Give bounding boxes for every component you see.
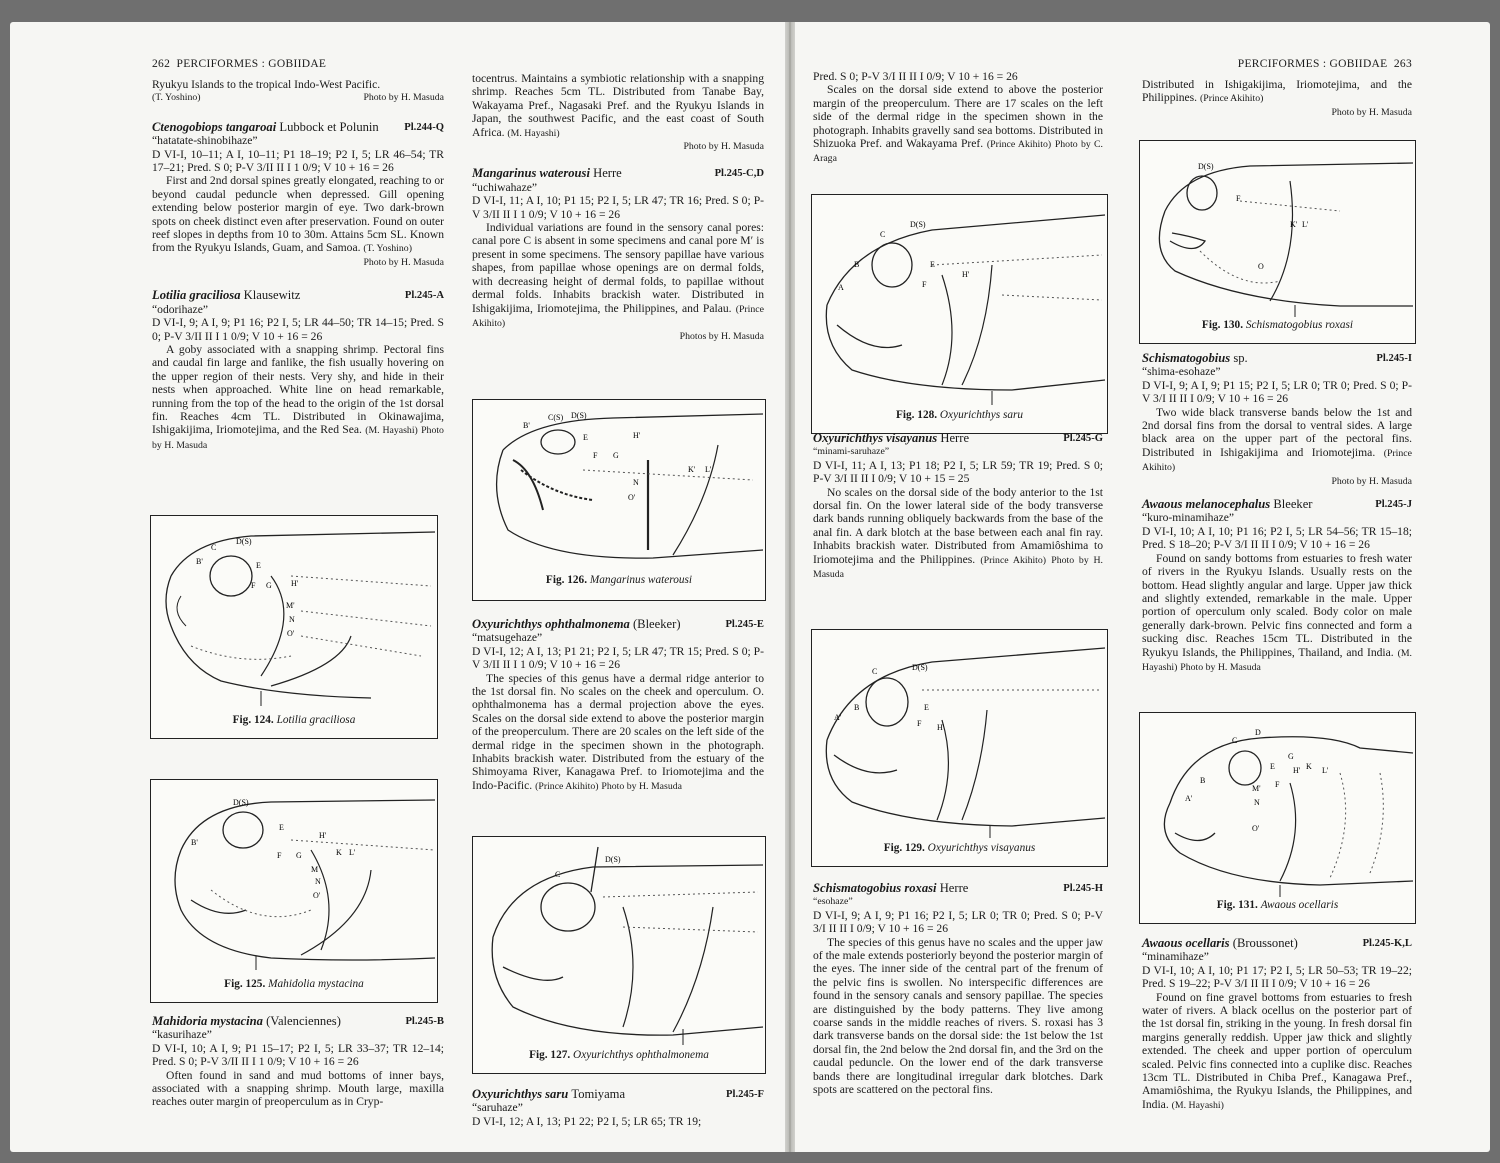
species-description: A goby associated with a snapping shrimp. Pectoral fins and caudal fin large and fanlike, the fish usually hovering on the upper region of their nests. Very shy, and hide in their nests when approached. White line on head remarkable, running from the top of the head to the origin of the 1st dorsal fin. Reaches 4cm TL. Distributed in Okinawajima, Ishigakijima, Iriomotejima, and the Red Sea. <box>152 342 444 437</box>
fig-label: E <box>924 703 929 712</box>
fig-label: B <box>854 703 860 712</box>
figure-129 <box>811 629 1108 867</box>
fig-label: L' <box>1302 220 1309 229</box>
fig-label: N <box>315 877 321 886</box>
fig-label: E <box>256 561 261 570</box>
species-author: (Broussonet) <box>1232 936 1298 950</box>
left-page-column-2 <box>472 72 764 344</box>
species-author: Tomiyama <box>571 1087 626 1101</box>
species-name: Mahidoria mystacina <box>152 1014 263 1028</box>
plate-ref: Pl.245-B <box>405 1016 444 1027</box>
figure-caption: Fig. 124. Lotilia graciliosa <box>232 714 356 726</box>
species-author: (Bleeker) <box>632 617 681 631</box>
meristic-counts: D VI-I, 12; A I, 13; P1 21; P2 I, 5; LR 47; TR 15; Pred. S 0; P-V 3/II II I 1 0/9; V 10 + 16 = 26 <box>472 644 764 672</box>
fig-label: B' <box>196 557 203 566</box>
japanese-name: “matsugehaze” <box>472 631 543 645</box>
figure-127 <box>472 836 766 1074</box>
plate-ref: Pl.245-I <box>1376 353 1412 364</box>
fig-label: G <box>266 581 272 590</box>
fig-label: F <box>1236 194 1241 203</box>
species-author: (Valenciennes) <box>266 1014 341 1028</box>
plate-ref: Pl.245-K,L <box>1362 938 1412 949</box>
text-author: (T. Yoshino) <box>363 243 412 255</box>
species-name: Awaous ocellaris <box>1142 936 1230 950</box>
fig-label: M' <box>1252 784 1261 793</box>
fig-label: C <box>880 230 886 239</box>
species-author: Lubbock et Polunin <box>279 119 379 134</box>
fig-label: B' <box>191 838 198 847</box>
fig-label: F <box>277 851 282 860</box>
fig-label: K' <box>688 465 696 474</box>
japanese-name: “kuro-minamihaze” <box>1142 511 1235 525</box>
photo-credit: Photo by H. Masuda <box>1180 661 1261 673</box>
photo-credit: Photo by H. Masuda <box>601 780 682 792</box>
fig-label: L' <box>349 848 356 857</box>
plate-ref: Pl.244-Q <box>404 121 444 133</box>
fig-label: L' <box>1322 766 1329 775</box>
species-author: Herre <box>939 881 969 895</box>
fig-label: E <box>583 433 588 442</box>
species-author: Herre <box>593 166 622 181</box>
fig-label: G <box>613 451 619 460</box>
fish-head-drawing <box>1140 713 1415 897</box>
species-name: Schismatogobius <box>1142 351 1231 365</box>
fig-label: C <box>1232 736 1238 745</box>
figure-caption: Fig. 125. Mahidolia mystacina <box>224 978 364 990</box>
species-entry <box>152 121 444 269</box>
fig-label: H' <box>291 579 299 588</box>
plate-ref: Pl.245-H <box>1063 883 1103 894</box>
continued-text: Scales on the dorsal side extend to above the posterior margin of the preoperculum. There are 17 scales on the left side of the dermal ridge in the specimen shown in the photograph. Inhabits gravelly sand sea bottoms. Distributed in Shizuoka Pref. and Wakayama Pref. <box>813 83 1103 151</box>
fig-label: E <box>279 823 284 832</box>
meristic-counts: D VI-I, 10; A I, 10; P1 17; P2 I, 5; LR 50–53; TR 19–22; Pred. S 19–22; P-V 3/I II II I 0/9; V 10 + 16 = 26 <box>1142 963 1412 991</box>
photo-credit: Photo by H. Masuda <box>152 425 444 451</box>
fig-label: B <box>1200 776 1206 785</box>
figure-caption: Fig. 127. Oxyurichthys ophthalmonema <box>529 1049 709 1061</box>
fig-label: D(S) <box>910 220 926 229</box>
japanese-name: “uchiwahaze” <box>472 180 538 194</box>
plate-ref: Pl.245-F <box>726 1089 764 1100</box>
fig-label: E <box>1270 762 1275 771</box>
text-author: (M. Hayashi) <box>507 127 560 139</box>
japanese-name: “odorihaze” <box>152 302 208 316</box>
fig-label: K' <box>1290 220 1298 229</box>
right-page-column-2 <box>1142 78 1412 119</box>
species-description: No scales on the dorsal side of the body anterior to the 1st dorsal fin. On the lower lateral side of the body transverse dark bands running obliquely backwards from the base of the anal fin. A dark blotch at the base between each anal fin ray. Inhabits brackish water. Distributed from Amamiôshima to Iriomotejima and the Philippines. <box>813 485 1103 566</box>
species-name: Oxyurichthys saru <box>472 1087 569 1101</box>
species-entry <box>1142 937 1412 1112</box>
species-entry <box>152 1015 444 1109</box>
photo-credit: Photo by H. Masuda <box>1331 475 1412 487</box>
species-author: sp. <box>1233 351 1248 365</box>
fish-head-drawing <box>473 837 765 1047</box>
species-entry <box>472 618 764 793</box>
fish-head-drawing <box>812 195 1107 407</box>
fig-label: F <box>922 280 927 289</box>
photo-credit: Photo by C. Araga <box>813 139 1103 165</box>
japanese-name: “kasurihaze” <box>152 1028 212 1042</box>
figure-124 <box>150 515 438 739</box>
fig-label: C <box>872 667 878 676</box>
species-name: Ctenogobiops tangaroai <box>152 119 277 134</box>
meristic-counts: D VI-I, 9; A I, 9; P1 16; P2 I, 5; LR 44–50; TR 14–15; Pred. S 0; P-V 3/II II I 1 0/9; V 10 + 16 = 26 <box>152 316 444 343</box>
fig-label: L' <box>705 465 712 474</box>
right-page-column-1 <box>813 70 1103 166</box>
fish-head-drawing <box>812 630 1107 840</box>
continued-text: tocentrus. Maintains a symbiotic relationship with a snapping shrimp. Reaches 5cm TL. Distributed from Tanabe Bay, Wakayama Pref., Nagasaki Pref. and the Ryukyu Islands in Japan, the southwest Pacific, and the east coast of South Africa. <box>472 72 764 139</box>
text-author: (Prince Akihito) <box>472 303 764 329</box>
fig-label: O' <box>287 629 295 638</box>
figure-caption: Fig. 126. Mangarinus waterousi <box>545 574 693 586</box>
fish-head-drawing <box>151 516 437 712</box>
japanese-name: “hatatate-shinobihaze” <box>152 134 258 148</box>
fish-head-drawing <box>151 780 437 976</box>
species-name: Oxyurichthys visayanus <box>813 431 938 445</box>
species-name: Awaous melanocephalus <box>1142 497 1271 512</box>
section-title: PERCIFORMES : GOBIIDAE <box>1237 58 1388 70</box>
figure-caption: Fig. 130. Schismatogobius roxasi <box>1201 319 1354 331</box>
figure-131 <box>1139 712 1416 924</box>
species-description: Found on fine gravel bottoms from estuaries to fresh water of rivers. A black ocellus on the posterior part of the 1st dorsal fin, striking in the young. In fresh dorsal fin margins generally reddish. Upper jaw thick and slightly extended. The cheek and upper portion of operculum scaled. Pelvic fins connected into a cuplike disc. Reaches 13cm TL. Distributed in Chiba Pref., Kanagawa Pref., Amamiôshima, the Ryukyu Islands, the Philippines, and India. <box>1142 990 1412 1111</box>
fig-label: D(S) <box>233 798 249 807</box>
fig-label: D(S) <box>605 855 621 864</box>
figure-130 <box>1139 140 1416 344</box>
species-description: First and 2nd dorsal spines greatly elongated, reaching to or beyond caudal peduncle when depressed. Gill opening extending below posterior margin of eye. Two dark-brown spots on cheek distinct even after preservation. Found on outer reef slopes in depths from 10 to 30m. Attains 5cm SL. Known from the Ryukyu Islands, Guam, and Samoa. <box>152 174 444 255</box>
page-header <box>152 58 326 70</box>
photo-credit: Photo by H. Masuda <box>1331 106 1412 118</box>
fig-label: O' <box>628 493 636 502</box>
fig-label: F <box>593 451 598 460</box>
meristic-counts: D VI-I, 11; A I, 10; P1 15; P2 I, 5; LR 47; TR 16; Pred. S 0; P-V 3/II II I 1 0/9; V 10 + 16 = 26 <box>472 194 764 221</box>
plate-ref: Pl.245-E <box>725 619 764 630</box>
species-description: Found on sandy bottoms from estuaries to fresh water of rivers in the Ryukyu Islands. Usually rests on the bottom. Head slightly angular and large. Upper jaw thick and slightly extended, remarkable in the male. Upper portion of operculum only scaled. Body color on male generally dark-brown. Pelvic fins connected and form a sucking disc. Reaches 15cm TL. Distributed in the Ryukyu Islands, the Philippines, Thailand, and India. <box>1142 551 1412 659</box>
text-author: (Prince Akihito) <box>986 139 1052 151</box>
fig-label: O <box>1258 262 1264 271</box>
fig-label: F <box>1275 780 1280 789</box>
intro-photo-credit: Photo by H. Masuda <box>363 92 444 104</box>
meristic-counts: D VI-I, 11; A I, 13; P1 18; P2 I, 5; LR 59; TR 19; Pred. S 0; P-V 3/I II II I 0/9; V 10 + 15 = 25 <box>813 458 1103 486</box>
fig-label: H' <box>962 270 970 279</box>
species-entry <box>472 1088 764 1128</box>
fig-label: H' <box>937 723 945 732</box>
figure-125 <box>150 779 438 1003</box>
species-description: The species of this genus have a dermal ridge anterior to the 1st dorsal fin. No scales on the cheek and operculum. O. ophthalmonema has a dermal projection above the eyes. Scales on the dorsal side extend to above the posterior margin of the preoperculum. There are 20 scales on the left side of the dermal ridge in the specimen shown in the photograph. Inhabits brackish water. Distributed from the estuary of the Shimoyama River, Kanagawa Pref. to Iriomotejima and the Indo-Pacific. <box>472 671 764 792</box>
photo-credit: Photo by H. Masuda <box>683 141 764 153</box>
species-name: Schismatogobius roxasi <box>813 881 937 895</box>
species-description: Often found in sand and mud bottoms of inner bays, associated with a snapping shrimp. Mouth large, maxilla reaches outer margin of preoperculum as in Cryp- <box>152 1068 444 1109</box>
fig-label: H' <box>1293 766 1301 775</box>
fig-label: M' <box>286 601 295 610</box>
fig-label: F <box>917 719 922 728</box>
page-header <box>1238 58 1412 70</box>
fig-label: B' <box>523 421 530 430</box>
species-author: Bleeker <box>1273 497 1313 512</box>
fig-label: F <box>251 581 256 590</box>
fig-label: D(S) <box>1198 162 1214 171</box>
fig-label: O' <box>313 891 321 900</box>
intro-text: Ryukyu Islands to the tropical Indo-West Pacific. <box>152 78 381 91</box>
meristic-counts: D VI-I, 9; A I, 9; P1 15; P2 I, 5; LR 0; TR 0; Pred. S 0; P-V 3/I II II I 0/9; V 10 + 16 = 26 <box>1142 378 1412 406</box>
fig-label: C <box>211 543 217 552</box>
species-entry <box>472 167 764 343</box>
fig-label: A' <box>834 713 842 722</box>
species-description: Two wide black transverse bands below the 1st and 2nd dorsal fins from the dorsal to ventral sides. A large black area on the upper part of the pectoral fins. Distributed in Ishigakijima and Iriomotejima. <box>1142 405 1412 459</box>
section-title: PERCIFORMES : GOBIIDAE <box>176 58 327 70</box>
fig-label: D <box>1255 728 1261 737</box>
species-author: Herre <box>940 431 970 445</box>
species-entry <box>1142 352 1412 674</box>
fig-label: A' <box>1185 794 1193 803</box>
fig-label: C(S) <box>548 413 564 422</box>
figure-128 <box>811 194 1108 434</box>
meristic-counts: D VI-I, 12; A I, 13; P1 22; P2 I, 5; LR 65; TR 19; <box>472 1114 702 1128</box>
text-author: (M. Hayashi) <box>365 425 418 437</box>
species-name: Oxyurichthys ophthalmonema <box>472 617 630 631</box>
photo-credit: Photos by H. Masuda <box>679 331 764 343</box>
fig-label: A <box>838 283 844 292</box>
japanese-name: “minamihaze” <box>1142 950 1209 964</box>
fig-label: C <box>555 870 561 879</box>
text-author: (Prince Akihito) <box>980 554 1047 566</box>
species-entry <box>813 432 1103 581</box>
continued-text: Distributed in Ishigakijima, Iriomotejima, and the Philippines. <box>1142 78 1412 105</box>
fig-label: G <box>296 851 302 860</box>
figure-caption: Fig. 129. Oxyurichthys visayanus <box>883 842 1036 854</box>
japanese-name: “shima-esohaze” <box>1142 365 1221 379</box>
meristic-counts: D VI-I, 10–11; A I, 10–11; P1 18–19; P2 I, 5; LR 46–54; TR 17–21; Pred. S 0; P-V 3/II II I 1 0/9; V 10 + 16 = 26 <box>152 147 444 175</box>
figure-caption: Fig. 131. Awaous ocellaris <box>1216 899 1339 911</box>
species-entry <box>813 882 1103 1097</box>
fig-label: K <box>1306 762 1312 771</box>
text-author: (Prince Akihito) <box>1199 93 1264 105</box>
left-page-column-1 <box>152 78 444 452</box>
fig-label: O' <box>1252 824 1260 833</box>
plate-ref: Pl.245-J <box>1375 499 1412 511</box>
fig-label: N <box>1254 798 1260 807</box>
species-description: The species of this genus have no scales and the upper jaw of the male extends posteriorly beyond the posterior margin of the eyes. The inner side of the central part of the frenum of the pelvic fins is swollen. No interspecific differences are found in the sensory canals and sensory papillae. The species are distinguished by the body patterns. They live among coarse sands in the middle reaches of rivers. S. roxasi has 3 dark transverse bands on the dorsal side: the 1st below the 1st dorsal fin, the 2nd below the 2nd dorsal fin, and the 3rd on the caudal peduncle. On the lower end of the dark transverse bands there are longitudinal irregular dark blotches. Dark spots are scattered on the pectoral fins. <box>813 935 1103 1097</box>
meristic-counts: Pred. S 0; P-V 3/I II II I 0/9; V 10 + 16 = 26 <box>813 70 1018 83</box>
fig-label: E <box>930 260 935 269</box>
fig-label: G <box>1288 752 1294 761</box>
fish-head-drawing <box>473 400 765 572</box>
fig-label: N <box>289 615 295 624</box>
page-number: 263 <box>1393 58 1412 70</box>
left-page <box>10 22 785 1152</box>
text-author: (Prince Akihito) <box>1142 447 1412 474</box>
fig-label: D(S) <box>571 411 587 420</box>
species-entry <box>152 289 444 452</box>
fig-label: D(S) <box>236 537 252 546</box>
figure-126 <box>472 399 766 601</box>
fig-label: K <box>336 848 342 857</box>
text-author: (M. Hayashi) <box>1142 647 1412 673</box>
fig-label: N <box>633 478 639 487</box>
intro-author: (T. Yoshino) <box>152 92 201 104</box>
meristic-counts: D VI-I, 10; A I, 10; P1 16; P2 I, 5; LR 54–56; TR 15–18; Pred. S 18–20; P-V 3/I II II I 0/9; V 10 + 16 = 26 <box>1142 524 1412 552</box>
fish-head-drawing <box>1140 141 1415 317</box>
plate-ref: Pl.245-A <box>404 290 444 302</box>
right-page <box>795 22 1490 1152</box>
text-author: (M. Hayashi) <box>1171 1099 1224 1111</box>
photo-credit: Photo by H. Masuda <box>363 256 444 268</box>
species-author: Klausewitz <box>243 288 301 303</box>
japanese-name: “saruhaze” <box>472 1101 523 1115</box>
meristic-counts: D VI-I, 10; A I, 9; P1 15–17; P2 I, 5; LR 33–37; TR 12–14; Pred. S 0; P-V 3/II II I 1 0/9; V 10 + 16 = 26 <box>152 1041 444 1069</box>
text-author: (Prince Akihito) <box>535 780 599 792</box>
photo-credit: Photo by H. Masuda <box>813 554 1104 581</box>
species-description: Individual variations are found in the sensory canal pores: canal pore C is absent in some specimens and canal pore M′ is present in some specimens. The sensory papillae have various shapes, from papillae whose openings are on dermal folds, with decreasing height of dermal folds, to papillae without dermal folds. Inhabits brackish water. Distributed in Ishigakijima, Iriomotejima, the Philippines, and Palau. <box>472 221 764 315</box>
fig-label: D(S) <box>912 663 928 672</box>
japanese-name: “esohaze” <box>813 896 853 908</box>
species-entry <box>1142 498 1412 674</box>
plate-ref: Pl.245-C,D <box>714 168 764 180</box>
figure-caption: Fig. 128. Oxyurichthys saru <box>895 409 1024 421</box>
plate-ref: Pl.245-G <box>1063 433 1103 444</box>
fig-label: M <box>311 865 319 874</box>
fig-label: H' <box>319 831 327 840</box>
fig-label: H' <box>633 431 641 440</box>
meristic-counts: D VI-I, 9; A I, 9; P1 16; P2 I, 5; LR 0; TR 0; Pred. S 0; P-V 3/I II II I 0/9; V 10 + 16 = 26 <box>813 908 1103 936</box>
fig-label: B <box>854 260 860 269</box>
page-number: 262 <box>152 58 171 70</box>
species-name: Mangarinus waterousi <box>472 166 590 181</box>
species-name: Lotilia graciliosa <box>152 288 241 303</box>
japanese-name: “minami-saruhaze” <box>813 446 890 458</box>
